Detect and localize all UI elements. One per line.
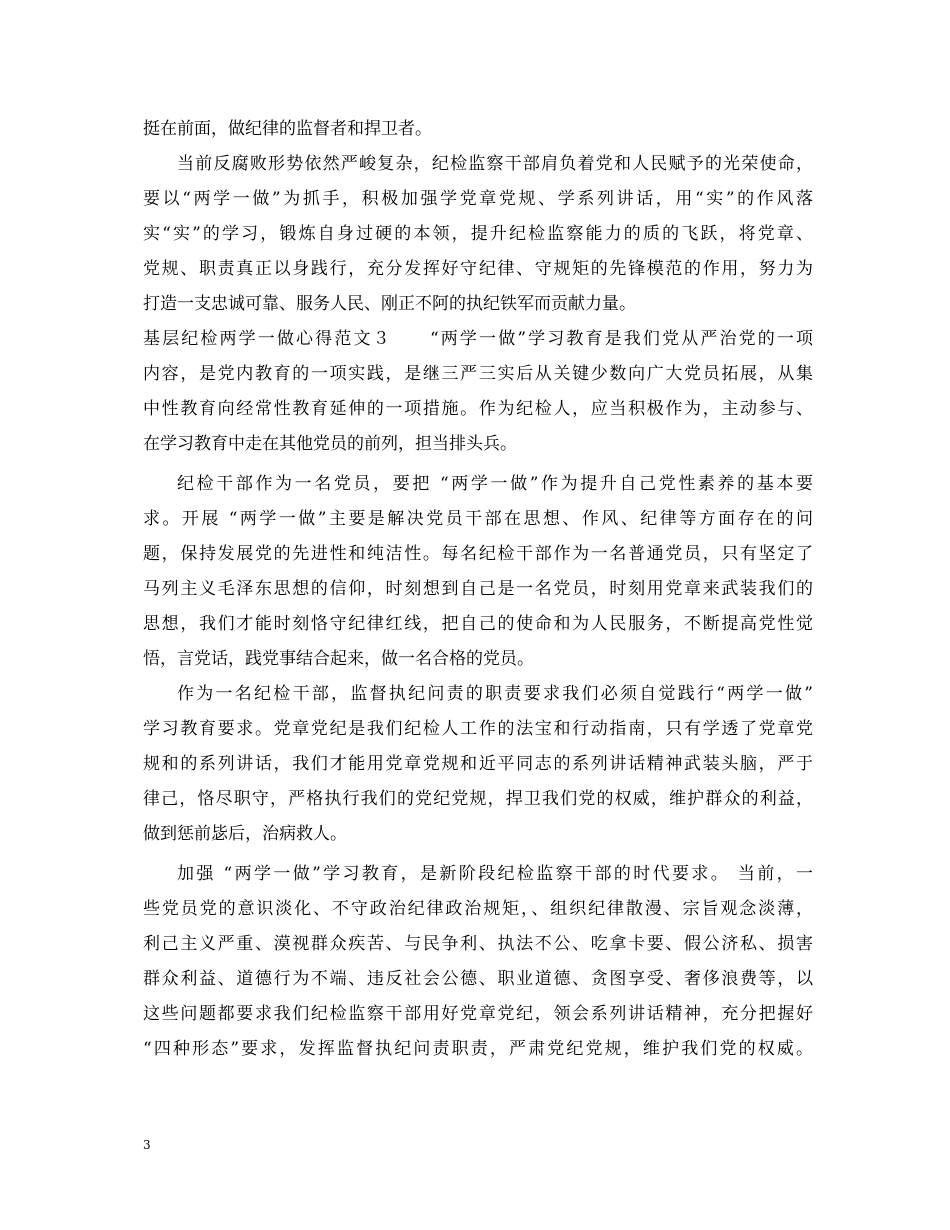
- text-line: 做到惩前毖后，治病救人。: [143, 824, 347, 844]
- text-line: 纪检干部作为一名党员，要把 “两学一做”作为提升自己党性素养的基本要: [177, 474, 813, 494]
- text-line: 悟，言党话，践党事结合起来，做一名合格的党员。: [143, 649, 534, 669]
- text-line: 律己，恪尽职守，严格执行我们的党纪党规，捍卫我们党的权威，维护群众的利益，: [143, 789, 813, 809]
- text-line: 学习教育要求。党章党纪是我们纪检人工作的法宝和行动指南，只有学透了党章党: [143, 719, 813, 739]
- text-line: 中性教育向经常性教育延伸的一项措施。作为纪检人，应当积极作为，主动参与、: [143, 399, 813, 419]
- section-heading-line: 基层纪检两学一做心得范文３ “两学一做”学习教育是我们党从严治党的一项: [143, 329, 813, 349]
- text-line: 这些问题都要求我们纪检监察干部用好党章党纪，领会系列讲话精神，充分把握好: [143, 1004, 813, 1024]
- text-line: 马列主义毛泽东思想的信仰，时刻想到自己是一名党员，时刻用党章来武装我们的: [143, 579, 813, 599]
- text-line: “四种形态”要求，发挥监督执纪问责职责，严肃党纪党规，维护我们党的权威。: [143, 1039, 813, 1059]
- text-line: 题，保持发展党的先进性和纯洁性。每名纪检干部作为一名普通党员，只有坚定了: [143, 544, 813, 564]
- text-line: 利己主义严重、漠视群众疾苦、与民争利、执法不公、吃拿卡要、假公济私、损害: [143, 934, 813, 954]
- page-number: 3: [143, 1138, 151, 1152]
- text-line: 作为一名纪检干部，监督执纪问责的职责要求我们必须自觉践行“两学一做”: [177, 684, 813, 704]
- text-line: 挺在前面，做纪律的监督者和捍卫者。: [143, 119, 432, 139]
- text-line: 党规、职责真正以身践行，充分发挥好守纪律、守规矩的先锋模范的作用，努力为: [143, 259, 813, 279]
- text-line: 在学习教育中走在其他党员的前列，担当排头兵。: [143, 434, 517, 454]
- text-line: 打造一支忠诚可靠、服务人民、刚正不阿的执纪铁军而贡献力量。: [143, 294, 636, 314]
- text-line: 当前反腐败形势依然严峻复杂，纪检监察干部肩负着党和人民赋予的光荣使命，: [177, 154, 813, 174]
- text-line: 群众利益、道德行为不端、违反社会公德、职业道德、贪图享受、奢侈浪费等，以: [143, 969, 813, 989]
- text-line: 规和的系列讲话，我们才能用党章党规和近平同志的系列讲话精神武装头脑，严于: [143, 754, 813, 774]
- text-line: 实“实”的学习，锻炼自身过硬的本领，提升纪检监察能力的质的飞跃，将党章、: [143, 224, 813, 244]
- text-line: 要以“两学一做”为抓手，积极加强学党章党规、学系列讲话，用“实”的作风落: [143, 189, 813, 209]
- text-line: 些党员党的意识淡化、不守政治纪律政治规矩，、组织纪律散漫、宗旨观念淡薄，: [143, 899, 813, 919]
- text-line: 思想，我们才能时刻恪守纪律红线，把自己的使命和为人民服务，不断提高党性觉: [143, 614, 813, 634]
- text-line: 加强 “两学一做”学习教育，是新阶段纪检监察干部的时代要求。 当前，一: [177, 864, 813, 884]
- text-line: 内容，是党内教育的一项实践，是继三严三实后从关键少数向广大党员拓展，从集: [143, 364, 813, 384]
- text-line: 求。开展 “两学一做”主要是解决党员干部在思想、作风、纪律等方面存在的问: [143, 509, 813, 529]
